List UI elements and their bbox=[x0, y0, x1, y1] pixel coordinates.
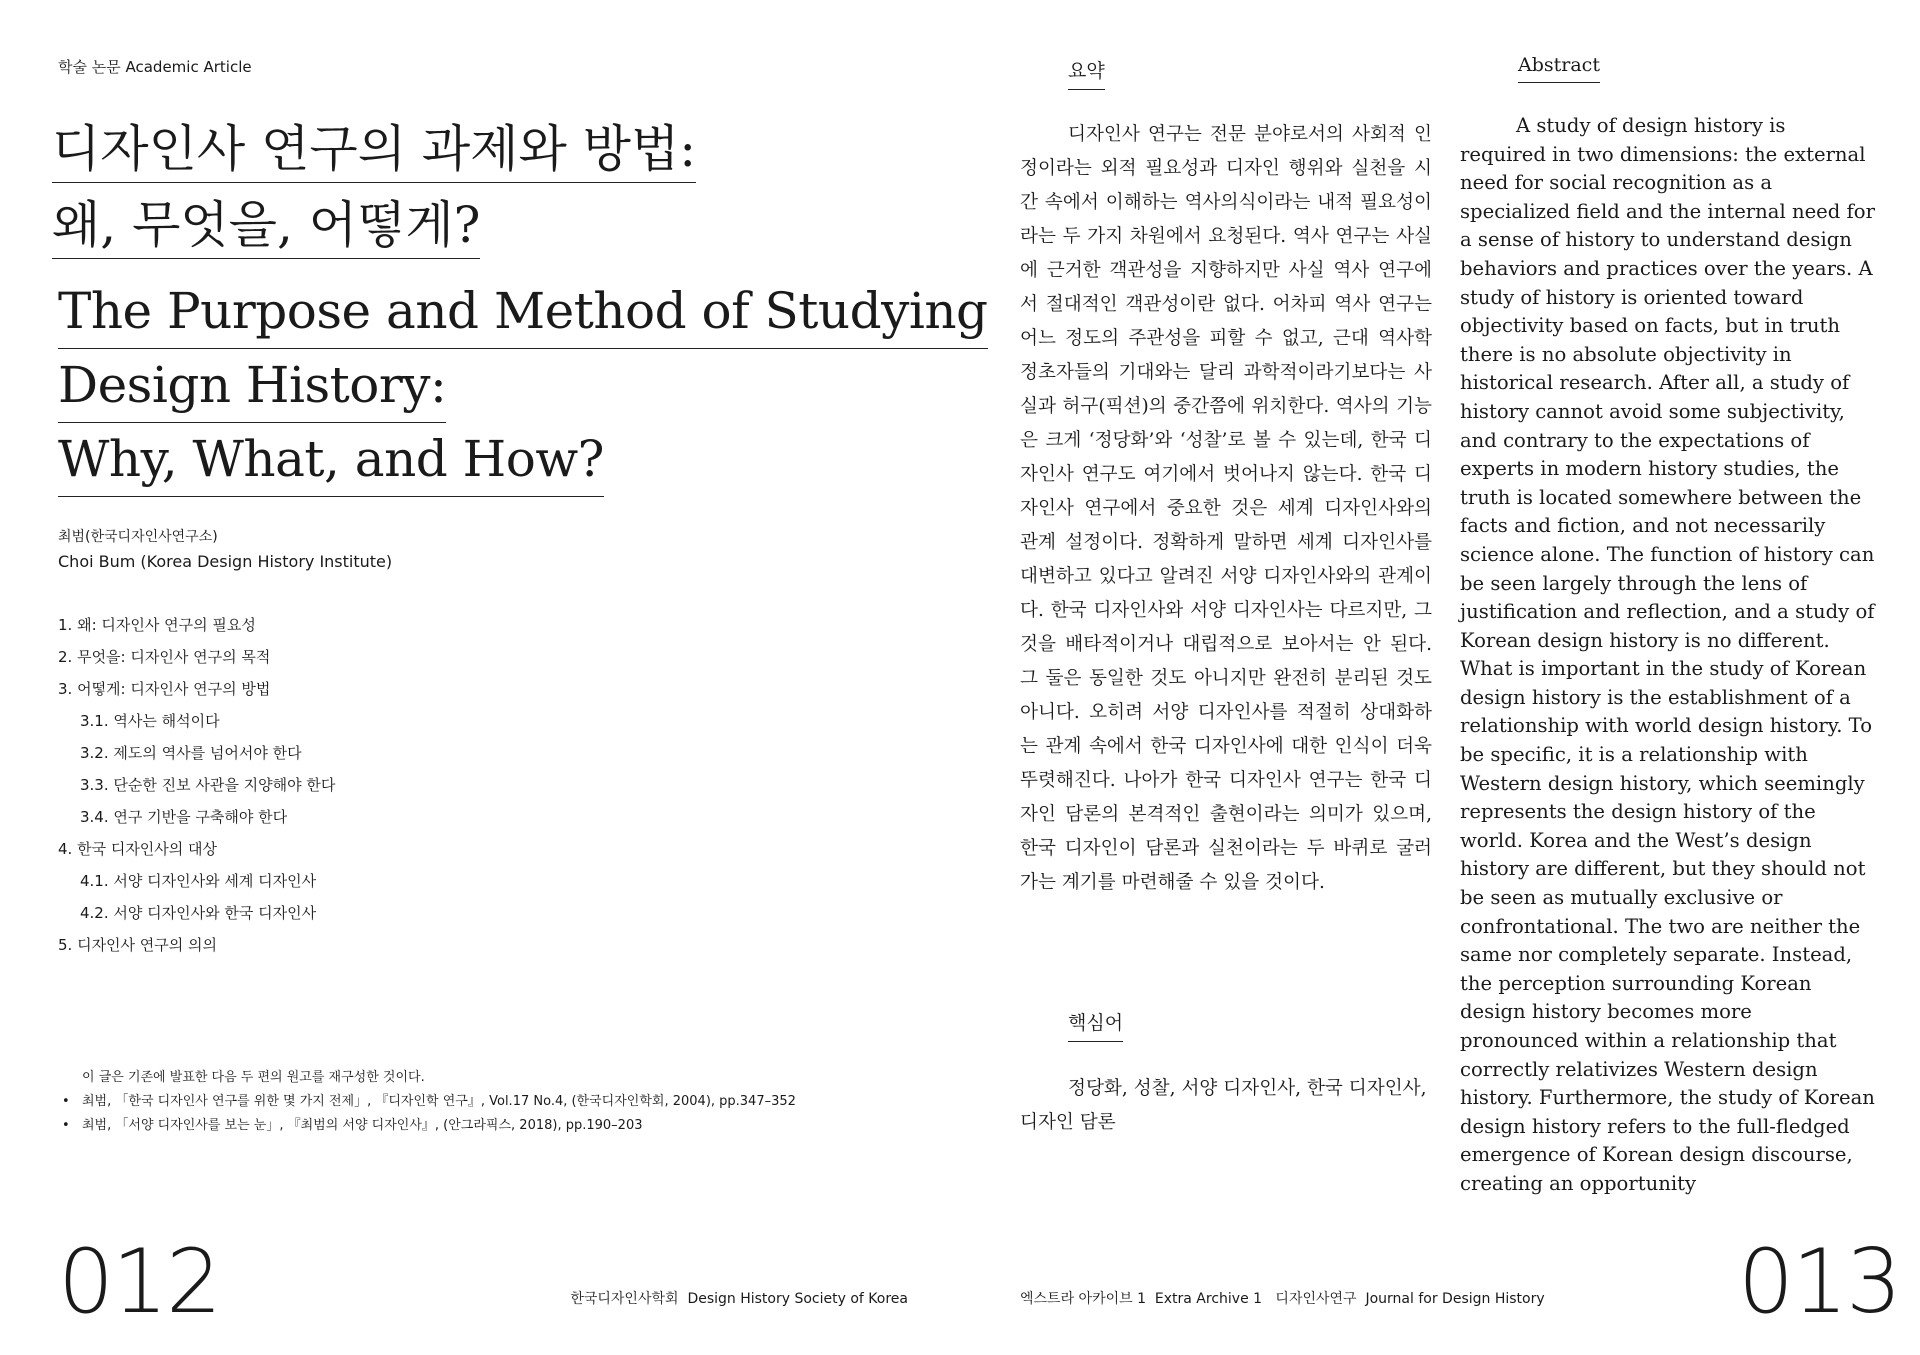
author-name-en: Choi Bum (Korea Design History Institute) bbox=[58, 552, 393, 571]
title-ko-line-2: 왜, 무엇을, 어떻게? bbox=[52, 196, 480, 259]
title-en-line-1: The Purpose and Method of Studying bbox=[58, 282, 988, 349]
toc-item: 3.4. 연구 기반을 구축해야 한다 bbox=[80, 808, 288, 826]
source-note-item-2 bbox=[62, 1114, 642, 1133]
summary-heading: 요약 bbox=[1068, 56, 1105, 90]
footer-left bbox=[570, 1288, 908, 1308]
table-of-contents bbox=[58, 614, 335, 966]
footer-right bbox=[1020, 1288, 1545, 1308]
toc-item: 3.1. 역사는 해석이다 bbox=[80, 712, 220, 730]
footer-journal-en: Journal for Design History bbox=[1365, 1291, 1545, 1307]
abstract-heading: Abstract bbox=[1518, 54, 1600, 83]
footer-society-ko: 한국디자인사학회 bbox=[570, 1291, 679, 1307]
bullet: • bbox=[62, 1094, 70, 1109]
footer-journal-ko: 디자인사연구 bbox=[1275, 1291, 1357, 1307]
source-note: 이 글은 기존에 발표한 다음 두 편의 원고를 재구성한 것이다. bbox=[82, 1070, 425, 1085]
toc-item: 2. 무엇을: 디자인사 연구의 목적 bbox=[58, 648, 271, 666]
toc-item: 3.2. 제도의 역사를 넘어서야 한다 bbox=[80, 744, 302, 762]
abstract-body: A study of design history is required in two dimensions: the external need for social recognition as a specialized field and the internal need for a sense of history to understand design behaviors and practices over the years. A study of history is oriented toward objectivity based on facts, but in truth there is no absolute objectivity in historical research. After all, a study of history cannot avoid some subjectivity, and contrary to the expectations of experts in modern history studies, the truth is located somewhere between the facts and fiction, and not necessarily science alone. The function of history can be seen largely through the lens of justification and reflection, and a study of Korean design history is no different. What is important in the study of Korean design history is the establishment of a relationship with world design history. To be specific, it is a relationship with Western design history, which seemingly represents the design history of the world. Korea and the West’s design history are different, but they should not be seen as mutually exclusive or confrontational. The two are neither the same nor completely separate. Instead, the perception surrounding Korean design history becomes more pronounced within a relationship that correctly relativizes Western design history. Furthermore, the study of Korean design history refers to the full-fledged emergence of Korean design discourse, creating an opportunity bbox=[1460, 114, 1875, 1195]
toc-item: 4.1. 서양 디자인사와 세계 디자인사 bbox=[80, 872, 317, 890]
toc-item: 3.3. 단순한 진보 사관을 지양해야 한다 bbox=[80, 776, 336, 794]
source-note-item-1 bbox=[62, 1090, 796, 1109]
title-en-line-2: Design History: bbox=[58, 356, 446, 423]
keywords-body: 정당화, 성찰, 서양 디자인사, 한국 디자인사, 디자인 담론 bbox=[1020, 1078, 1427, 1133]
footer-archive-en: Extra Archive 1 bbox=[1154, 1291, 1263, 1307]
page-number-left: 012 bbox=[58, 1230, 220, 1333]
footer-archive-ko: 엑스트라 아카이브 1 bbox=[1020, 1291, 1146, 1307]
section-label: 학술 논문 Academic Article bbox=[58, 58, 252, 76]
toc-item: 5. 디자인사 연구의 의의 bbox=[58, 936, 218, 954]
toc-item: 4.2. 서양 디자인사와 한국 디자인사 bbox=[80, 904, 317, 922]
summary-body: 디자인사 연구는 전문 분야로서의 사회적 인정이라는 외적 필요성과 디자인 행위와 실천을 시간 속에서 이해하는 역사의식이라는 내적 필요성이라는 두 가지 차원에서 요청된다. 역사 연구는 사실에 근거한 객관성을 지향하지만 사실 역사 연구에서 절대적인 객관성이란 없다. 어차피 역사 연구는 어느 정도의 주관성을 피할 수 없고, 근대 역사학 정초자들의 기대와는 달리 과학적이라기보다는 사실과 허구(픽션)의 중간쯤에 위치한다. 역사의 기능은 크게 ‘정당화’와 ‘성찰’로 볼 수 있는데, 한국 디자인사 연구도 여기에서 벗어나지 않는다. 한국 디자인사 연구에서 중요한 것은 세계 디자인사와의 관계 설정이다. 정확하게 말하면 세계 디자인사를 대변하고 있다고 알려진 서양 디자인사와의 관계이다. 한국 디자인사와 서양 디자인사는 다르지만, 그것을 배타적이거나 대립적으로 보아서는 안 된다. 그 둘은 동일한 것도 아니지만 완전히 분리된 것도 아니다. 오히려 서양 디자인사를 적절히 상대화하는 관계 속에서 한국 디자인사에 대한 인식이 더욱 뚜렷해진다. 나아가 한국 디자인사 연구는 한국 디자인 담론의 본격적인 출현이라는 의미가 있으며, 한국 디자인이 담론과 실천이라는 두 바퀴로 굴러가는 계기를 마련해줄 수 있을 것이다. bbox=[1020, 124, 1432, 893]
bullet: • bbox=[62, 1118, 70, 1133]
toc-item: 4. 한국 디자인사의 대상 bbox=[58, 840, 218, 858]
footer-society-en: Design History Society of Korea bbox=[687, 1291, 908, 1307]
page-number-right: 013 bbox=[1738, 1230, 1900, 1333]
author-name-ko: 최범(한국디자인사연구소) bbox=[58, 529, 218, 545]
source-note-item-text: 최범, 「서양 디자인사를 보는 눈」, 『최범의 서양 디자인사』, (안그라픽스, 2018), pp.190–203 bbox=[82, 1118, 643, 1133]
title-ko-line-1: 디자인사 연구의 과제와 방법: bbox=[52, 120, 696, 183]
toc-item: 1. 왜: 디자인사 연구의 필요성 bbox=[58, 616, 256, 634]
source-note-item-text: 최범, 「한국 디자인사 연구를 위한 몇 가지 전제」, 『디자인학 연구』, Vol.17 No.4, (한국디자인학회, 2004), pp.347–352 bbox=[82, 1094, 796, 1109]
keywords-heading: 핵심어 bbox=[1068, 1008, 1123, 1042]
title-en-line-3: Why, What, and How? bbox=[58, 430, 604, 497]
toc-item: 3. 어떻게: 디자인사 연구의 방법 bbox=[58, 680, 271, 698]
